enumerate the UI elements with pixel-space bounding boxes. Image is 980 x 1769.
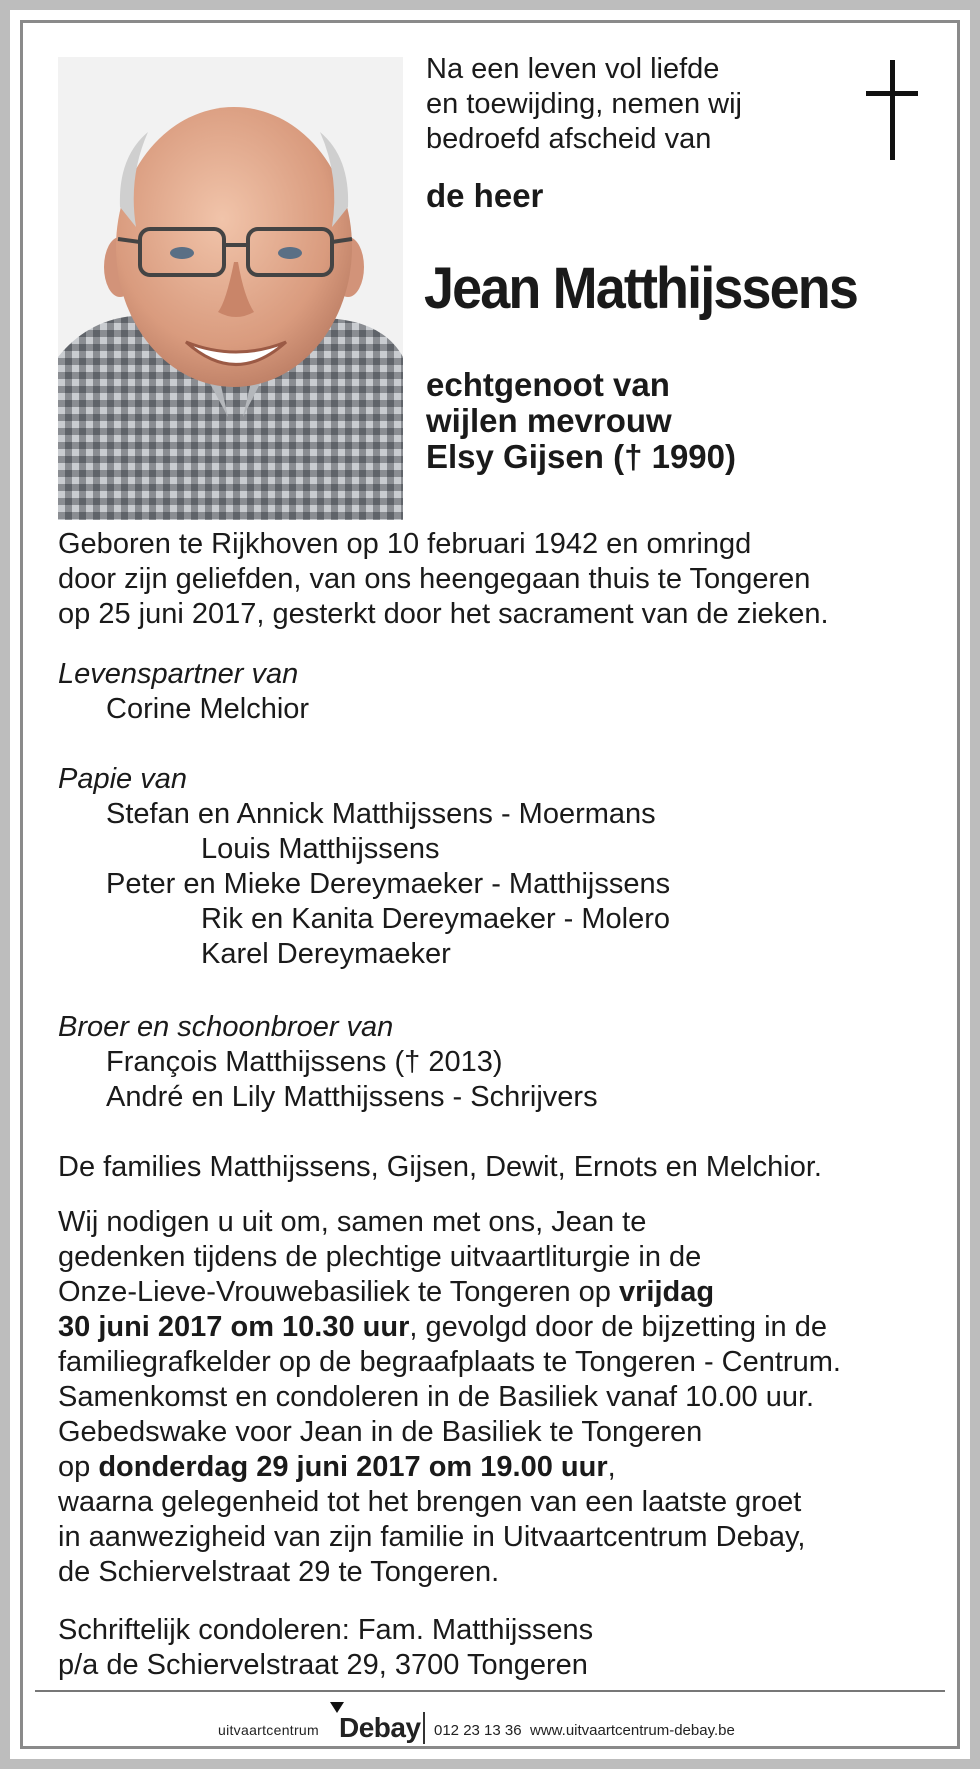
paragraph-line: Geboren te Rijkhoven op 10 februari 1942 en omringd [58,528,752,560]
paragraph-line: gedenken tijdens de plechtige uitvaartliturgie in de [58,1241,702,1273]
paragraph-line: familiegrafkelder op de begraafplaats te Tongeren - Centrum. [58,1346,841,1378]
intro-line: Na een leven vol liefde [426,53,720,85]
family-line: Rik en Kanita Dereymaeker - Molero [201,903,671,935]
spouse-line: Elsy Gijsen († 1990) [426,438,737,475]
partner-name: Corine Melchior [106,693,310,725]
paragraph-line: in aanwezigheid van zijn familie in Uitvaartcentrum Debay, [58,1521,806,1553]
footer-separator [423,1712,425,1744]
paragraph-line: door zijn geliefden, van ons heengegaan thuis te Tongeren [58,563,811,595]
paragraph-line: op 25 juni 2017, gesterkt door het sacrament van de zieken. [58,598,829,630]
intro-line: en toewijding, nemen wij [426,88,742,120]
spouse-info [426,367,736,475]
family-line: François Matthijssens († 2013) [106,1046,503,1078]
invitation-paragraph [58,1205,918,1590]
grandfather-heading: Papie van [58,763,187,795]
text-run: op [58,1451,99,1483]
family-line: Karel Dereymaeker [201,938,451,970]
grandchildren-section [58,762,918,972]
paragraph-line: waarna gelegenheid tot het brengen van een laatste groet [58,1486,802,1518]
brand-prefix: uitvaartcentrum [218,1722,319,1738]
condolence-line: Schriftelijk condoleren: Fam. Matthijssens [58,1614,594,1646]
family-line: André en Lily Matthijssens - Schrijvers [106,1081,598,1113]
wake-date-time: donderdag 29 juni 2017 om 19.00 uur [98,1451,608,1483]
footer [0,1702,980,1742]
text-run: , gevolgd door de bijzetting in de [409,1311,827,1343]
condolence-address [58,1613,918,1683]
portrait-photo [58,57,403,520]
paragraph-line: Samenkomst en condoleren in de Basiliek vanaf 10.00 uur. [58,1381,815,1413]
paragraph-line: de Schiervelstraat 29 te Tongeren. [58,1556,500,1588]
funeral-date-time: 30 juni 2017 om 10.30 uur [58,1311,410,1343]
families-text: De families Matthijssens, Gijsen, Dewit, Ernots en Melchior. [58,1151,822,1183]
condolence-line: p/a de Schiervelstraat 29, 3700 Tongeren [58,1649,588,1681]
website-link[interactable]: www.uitvaartcentrum-debay.be [530,1722,735,1739]
cross-icon [862,60,922,162]
spouse-line: wijlen mevrouw [426,402,672,439]
title-prefix: de heer [426,177,544,214]
paragraph-line [58,1450,918,1485]
intro-line: bedroefd afscheid van [426,123,712,155]
family-line: Louis Matthijssens [201,833,440,865]
partner-heading: Levenspartner van [58,658,299,690]
spouse-line: echtgenoot van [426,366,670,403]
paragraph-line: Gebedswake voor Jean in de Basiliek te Tongeren [58,1416,703,1448]
paragraph-line: Wij nodigen u uit om, samen met ons, Jean te [58,1206,647,1238]
birth-death-paragraph [58,527,918,632]
deceased-name: Jean Matthijssens [424,256,858,321]
funeral-day: vrijdag [619,1276,715,1308]
text-run: Onze-Lieve-Vrouwebasiliek te Tongeren op [58,1276,619,1308]
brand-name: Debay [339,1712,421,1743]
siblings-section [58,1010,918,1115]
intro-text [426,52,806,157]
paragraph-line [58,1310,918,1345]
paragraph-line [58,1275,918,1310]
brother-heading: Broer en schoonbroer van [58,1011,394,1043]
family-line: Stefan en Annick Matthijssens - Moermans [106,798,656,830]
phone-number: 012 23 13 36 [434,1722,522,1739]
partner-section [58,657,918,727]
families-line [58,1150,918,1185]
footer-divider [35,1690,945,1692]
text-run: , [607,1451,616,1483]
family-line: Peter en Mieke Dereymaeker - Matthijssens [106,868,671,900]
